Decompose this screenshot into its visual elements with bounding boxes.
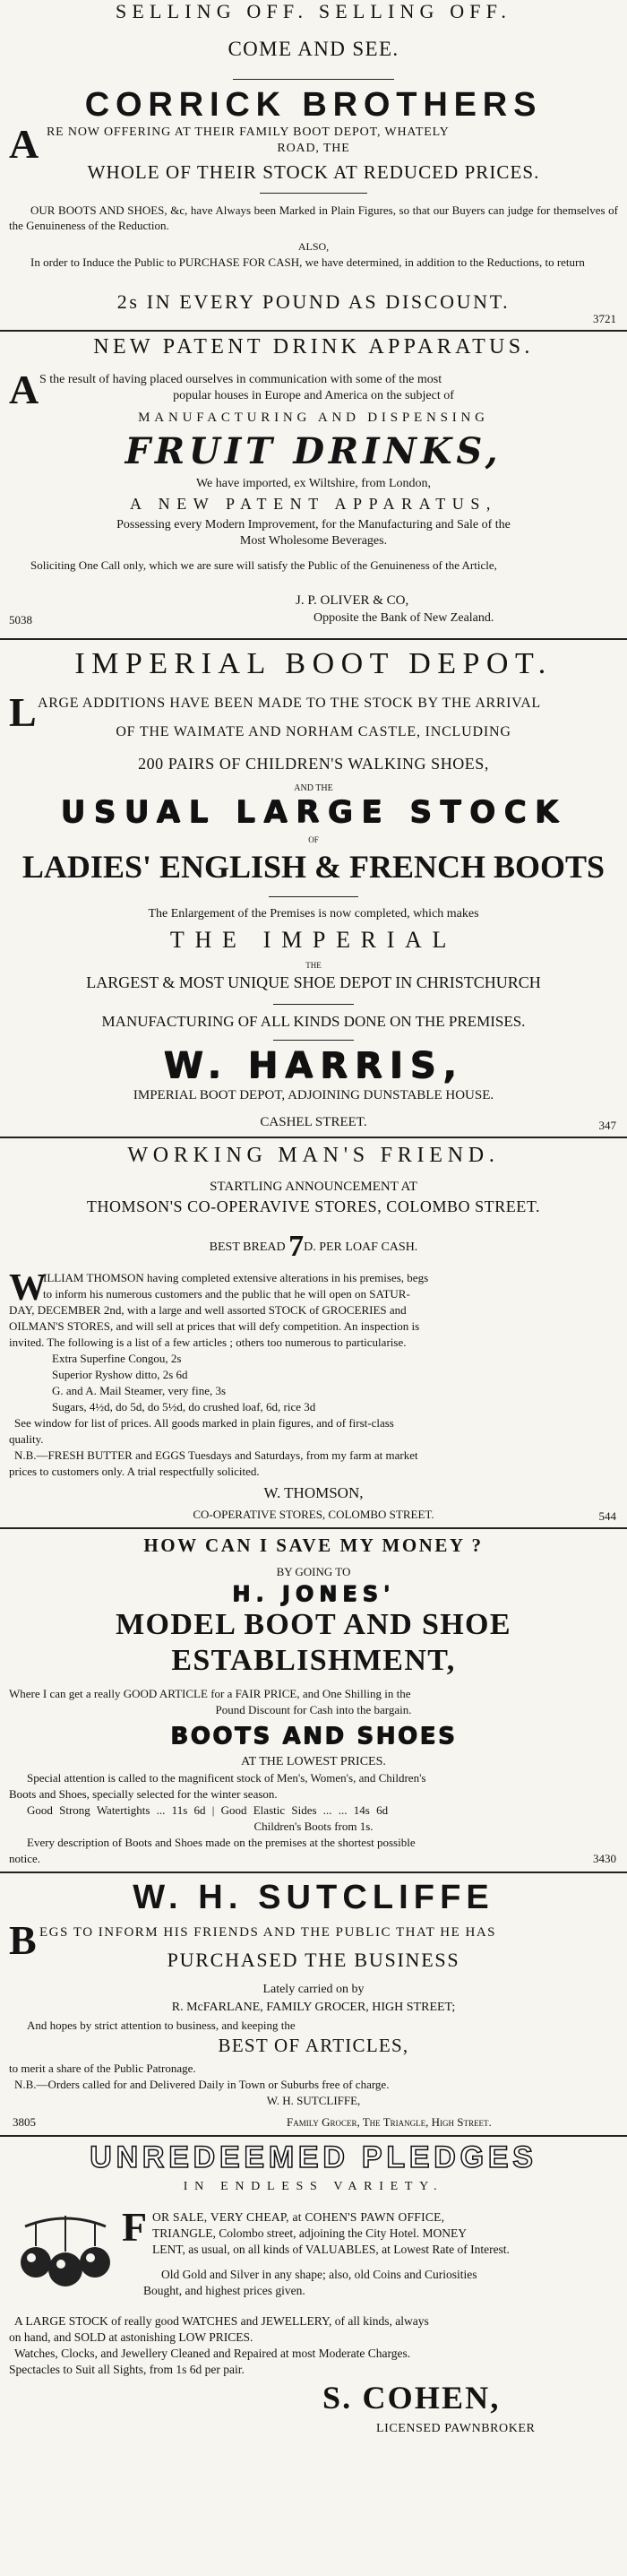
thomson-text: DAY, DECEMBER 2nd, with a large and well assorted STOCK of GROCERIES and (9, 1303, 407, 1317)
corrick-dropcap: A (9, 121, 39, 167)
imperial-depot-address: IMPERIAL BOOT DEPOT, ADJOINING DUNSTABLE HOUSE. (133, 1088, 494, 1102)
thomson-signature: W. THOMSON, (263, 1484, 364, 1501)
oliver-intro-line-2: popular houses in Europe and America on the subject of (173, 389, 454, 402)
imperial-enlargement: The Enlargement of the Premises is now completed, which makes (148, 907, 479, 921)
jones-text: Pound Discount for Cash into the bargain. (215, 1703, 412, 1716)
imperial-waimate: OF THE WAIMATE AND NORHAM CASTLE, INCLUDING (116, 724, 511, 739)
jones-text: Every description of Boots and Shoes made on the premises at the shortest possible (27, 1836, 416, 1849)
thomson-text: prices to customers only. A trial respectfully solicited. (9, 1465, 260, 1478)
cohen-text: A LARGE STOCK of really good WATCHES and JEWELLERY, of all kinds, always (14, 2314, 429, 2328)
jones-children: Children's Boots from 1s. (253, 1820, 374, 1833)
w-harris-title: W. HARRIS, (163, 1045, 464, 1086)
oliver-firm: J. P. OLIVER & CO, (296, 593, 409, 608)
oliver-title: NEW PATENT DRINK APPARATUS. (93, 335, 534, 359)
fruit-drinks-title: FRUIT DRINKS, (125, 430, 502, 472)
bread-per-loaf: D. PER LOAF CASH. (304, 1240, 418, 1254)
cohen-text: on hand, and SOLD at astonishing LOW PRICES. (9, 2330, 253, 2344)
oliver-intro-line: S the result of having placed ourselves in communication with some of the most (39, 373, 442, 386)
jones-by: BY GOING TO (276, 1565, 351, 1578)
jones-name: H. JONES' (231, 1581, 395, 1606)
sutcliffe-dropcap: B (9, 1917, 37, 1963)
imperial-manufacturing: MANUFACTURING OF ALL KINDS DONE ON THE PREMISES. (101, 1013, 526, 1030)
corrick-brothers-title: CORRICK BROTHERS (84, 86, 543, 124)
thomson-stores: THOMSON'S CO-OPERAVIVE STORES, COLOMBO STREET. (86, 1197, 541, 1215)
oliver-dropcap: A (9, 367, 39, 412)
corrick-cash-paragraph: In order to Induce the Public to PURCHASE FOR CASH, we have determined, in addition to the Reductions, to return (30, 255, 585, 269)
jones-boots-and-shoes: BOOTS AND SHOES (169, 1723, 458, 1750)
cohen-name: S. COHEN, (322, 2380, 501, 2416)
cohen-licensed: LICENSED PAWNBROKER (376, 2422, 536, 2435)
ad-number: 347 (598, 1119, 616, 1132)
thomson-text: See window for list of prices. All goods marked in plain figures, and of first-class (14, 1416, 394, 1430)
thomson-text: OILMAN'S STORES, and will sell at prices that will defy competition. An inspection is (9, 1319, 420, 1333)
section-divider (0, 2135, 627, 2137)
jones-establishment: ESTABLISHMENT, (171, 1644, 456, 1677)
thomson-startling: STARTLING ANNOUNCEMENT AT (210, 1180, 417, 1194)
sutcliffe-title: W. H. SUTCLIFFE (133, 1879, 494, 1916)
imperial-largest: LARGEST & MOST UNIQUE SHOE DEPOT IN CHRISTCHURCH (86, 973, 541, 991)
short-divider (260, 193, 367, 194)
sutcliffe-best: BEST OF ARTICLES, (218, 2035, 409, 2056)
sutcliffe-signature: W. H. SUTCLIFFE, (266, 2094, 361, 2107)
thomson-dropcap: W (9, 1267, 47, 1309)
cohen-text: Old Gold and Silver in any shape; also, old Coins and Curiosities (161, 2268, 477, 2281)
imperial-title: IMPERIAL BOOT DEPOT. (74, 647, 553, 680)
thomson-text: N.B.—FRESH BUTTER and EGGS Tuesdays and Saturdays, from my farm at market (14, 1448, 418, 1462)
cohen-dropcap: F (122, 2204, 148, 2250)
corrick-reduced-prices: WHOLE OF THEIR STOCK AT REDUCED PRICES. (87, 161, 540, 183)
come-and-see-heading: COME AND SEE. (228, 38, 399, 60)
corrick-boots-paragraph: OUR BOOTS AND SHOES, &c, have Always been Marked in Plain Figures, so that our Buyers can judge for themselves of the Genuineness of the Reduction. (9, 203, 618, 232)
thomson-title: WORKING MAN'S FRIEND. (127, 1144, 500, 1167)
oliver-apparatus: A NEW PATENT APPARATUS, (130, 495, 497, 513)
jones-title: HOW CAN I SAVE MY MONEY ? (143, 1534, 484, 1556)
oliver-manufacturing: MANUFACTURING AND DISPENSING (138, 411, 489, 425)
short-divider (273, 1004, 354, 1005)
oliver-improvement: Possessing every Modern Improvement, for the Manufacturing and Sale of the (116, 518, 511, 532)
ad-number: 3430 (593, 1852, 616, 1865)
corrick-discount: 2s IN EVERY POUND AS DISCOUNT. (116, 290, 511, 313)
imperial-additions: ARGE ADDITIONS HAVE BEEN MADE TO THE STOCK BY THE ARRIVAL (38, 696, 541, 711)
oliver-soliciting: Soliciting One Call only, which we are sure will satisfy the Public of the Genuineness of the Article, (30, 558, 497, 572)
thomson-bread (0, 1230, 627, 1264)
cohen-text: Bought, and highest prices given. (143, 2284, 305, 2297)
thomson-price-list-item: Sugars, 4½d, do 5d, do 5½d, do crushed loaf, 6d, rice 3d (52, 1400, 316, 1413)
cohen-text: OR SALE, VERY CHEAP, at COHEN'S PAWN OFFICE, (152, 2210, 445, 2224)
the-imperial: THE IMPERIAL (169, 927, 458, 953)
sutcliffe-mcfarlane: R. McFARLANE, FAMILY GROCER, HIGH STREET; (171, 2001, 456, 2014)
thomson-text: quality. (9, 1432, 44, 1446)
cohen-text: Spectacles to Suit all Sights, from 1s 6d per pair. (9, 2363, 245, 2376)
jones-lowest: AT THE LOWEST PRICES. (241, 1755, 386, 1768)
usual-large-stock: USUAL LARGE STOCK (60, 794, 567, 830)
jones-price-line: Good Strong Watertights ... 11s 6d | Good Elastic Sides ... ... 14s 6d (27, 1803, 389, 1817)
short-divider (269, 896, 358, 897)
jones-text: notice. (9, 1852, 41, 1865)
short-divider (233, 79, 394, 80)
cohen-text: Watches, Clocks, and Jewellery Cleaned and Repaired at most Moderate Charges. (14, 2347, 411, 2360)
ad-number: 3805 (13, 2115, 36, 2129)
pawnbroker-balls-icon (16, 2210, 115, 2300)
thomson-address: CO-OPERATIVE STORES, COLOMBO STREET. (193, 1508, 434, 1521)
short-divider (273, 1040, 354, 1041)
imperial-the: THE (305, 961, 322, 970)
thomson-price-list-item: G. and A. Mail Steamer, very fine, 3s (52, 1384, 227, 1397)
thomson-text: to inform his numerous customers and the public that he will open on SATUR- (43, 1287, 410, 1301)
jones-text: Boots and Shoes, specially selected for the winter season. (9, 1787, 278, 1801)
oliver-imported: We have imported, ex Wiltshire, from London, (195, 477, 432, 490)
imperial-street: CASHEL STREET. (260, 1115, 367, 1129)
ladies-boots-title: LADIES' ENGLISH & FRENCH BOOTS (21, 849, 606, 885)
sutcliffe-purchased: PURCHASED THE BUSINESS (167, 1949, 460, 1971)
sutcliffe-intro: EGS TO INFORM HIS FRIENDS AND THE PUBLIC THAT HE HAS (39, 1925, 497, 1940)
section-divider (0, 638, 627, 640)
ad-number: 5038 (9, 613, 32, 627)
sutcliffe-merit: to merit a share of the Public Patronage. (9, 2062, 196, 2075)
section-divider (0, 330, 627, 332)
thomson-text: invited. The following is a list of a few articles ; others too numerous to particularise. (9, 1336, 407, 1349)
thomson-price-list-item: Superior Ryshow ditto, 2s 6d (52, 1368, 188, 1381)
imperial-pairs: 200 PAIRS OF CHILDREN'S WALKING SHOES, (138, 755, 489, 773)
corrick-intro-line: RE NOW OFFERING AT THEIR FAMILY BOOT DEPOT, WHATELY (47, 125, 450, 139)
section-divider (0, 1871, 627, 1873)
imperial-of: OF (308, 835, 319, 844)
jones-text: Where I can get a really GOOD ARTICLE for a FAIR PRICE, and One Shilling in the (9, 1687, 411, 1700)
cohen-variety: IN ENDLESS VARIETY. (183, 2180, 444, 2193)
sutcliffe-footer: Family Grocer, The Triangle, High Street. (287, 2115, 492, 2129)
sutcliffe-lately: Lately carried on by (262, 1983, 365, 1996)
ad-number: 544 (598, 1509, 616, 1523)
oliver-address: Opposite the Bank of New Zealand. (314, 611, 494, 625)
cohen-text: TRIANGLE, Colombo street, adjoining the City Hotel. MONEY (152, 2226, 467, 2240)
sutcliffe-hopes: And hopes by strict attention to business, and keeping the (27, 2018, 296, 2032)
cohen-text: LENT, as usual, on all kinds of VALUABLES, at Lowest Rate of Interest. (152, 2243, 510, 2256)
thomson-price-list-item: Extra Superfine Congou, 2s (52, 1352, 182, 1365)
bread-price: 7 (288, 1230, 305, 1263)
ad-number: 3721 (593, 312, 616, 325)
corrick-road-line: ROAD, THE (277, 142, 350, 155)
imperial-and-the: AND THE (294, 783, 333, 793)
bread-best: BEST BREAD (209, 1240, 286, 1254)
selling-off-heading: SELLING OFF. SELLING OFF. (116, 0, 511, 22)
cohen-title: UNREDEEMED PLEDGES (90, 2140, 537, 2174)
thomson-text: ILLIAM THOMSON having completed extensive alterations in his premises, begs (43, 1271, 429, 1284)
section-divider (0, 1137, 627, 1138)
sutcliffe-nb: N.B.—Orders called for and Delivered Daily in Town or Suburbs free of charge. (14, 2078, 390, 2091)
oliver-beverages: Most Wholesome Beverages. (239, 534, 388, 548)
corrick-also: ALSO, (297, 240, 330, 253)
section-divider (0, 1527, 627, 1529)
imperial-dropcap: L (9, 689, 37, 735)
jones-model: MODEL BOOT AND SHOE (116, 1608, 511, 1641)
jones-text: Special attention is called to the magnificent stock of Men's, Women's, and Children's (27, 1771, 426, 1785)
